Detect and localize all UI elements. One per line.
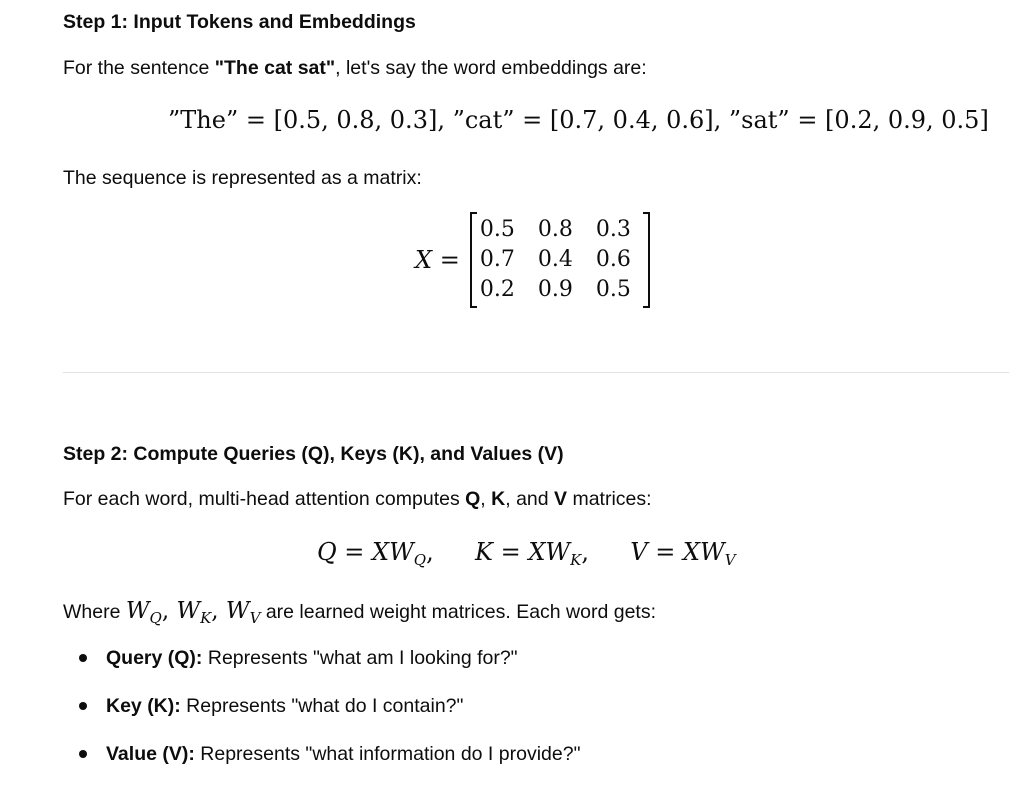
matrix-cell: 0.6: [595, 247, 631, 272]
matrix-cell: 0.4: [537, 247, 573, 272]
matrix-cell: 0.2: [479, 277, 515, 302]
bullet-icon: [79, 702, 87, 710]
step2-intro: For each word, multi-head attention computes Q, K, and V matrices:: [63, 488, 652, 510]
bullet-icon: [79, 654, 87, 662]
list-item: Query (Q): Represents "what am I looking for?": [63, 645, 581, 693]
where-line: Where $W_Q$, $W_K$, $W_V$ are learned weight matrices. Each word gets:: [63, 598, 657, 627]
matrix-cell: 0.5: [479, 217, 515, 242]
step1-heading: Step 1: Input Tokens and Embeddings: [63, 11, 416, 33]
matrix-cell: 0.3: [595, 217, 631, 242]
step2-heading: Step 2: Compute Queries (Q), Keys (K), and Values (V): [63, 443, 564, 465]
matrix-intro: The sequence is represented as a matrix:: [63, 167, 422, 189]
embedding-matrix: [470, 212, 650, 308]
list-item: Key (K): Represents "what do I contain?": [63, 693, 581, 741]
qkv-equation: $Q = XW_Q$, $K = XW_K$, $V = XW_V$: [317, 538, 736, 569]
matrix-cell: 0.8: [537, 217, 573, 242]
section-divider: [63, 372, 1009, 373]
matrix-cell: 0.9: [537, 277, 573, 302]
matrix-cell: 0.7: [479, 247, 515, 272]
qkv-bullet-list: [63, 645, 581, 789]
matrix-label: X =: [415, 246, 460, 274]
weight-matrices: $W_Q$, $W_K$, $W_V$: [125, 598, 261, 627]
embeddings-equation: ”The” = [0.5, 0.8, 0.3], ”cat” = [0.7, 0.4, 0.6], ”sat” = [0.2, 0.9, 0.5]: [168, 106, 989, 134]
matrix-equation: [415, 212, 650, 308]
bullet-icon: [79, 750, 87, 758]
list-item: Value (V): Represents "what information do I provide?": [63, 741, 581, 789]
matrix-cell: 0.5: [595, 277, 631, 302]
sentence-example: "The cat sat": [214, 57, 336, 79]
step1-intro: For the sentence "The cat sat", let's say the word embeddings are:: [63, 57, 647, 79]
